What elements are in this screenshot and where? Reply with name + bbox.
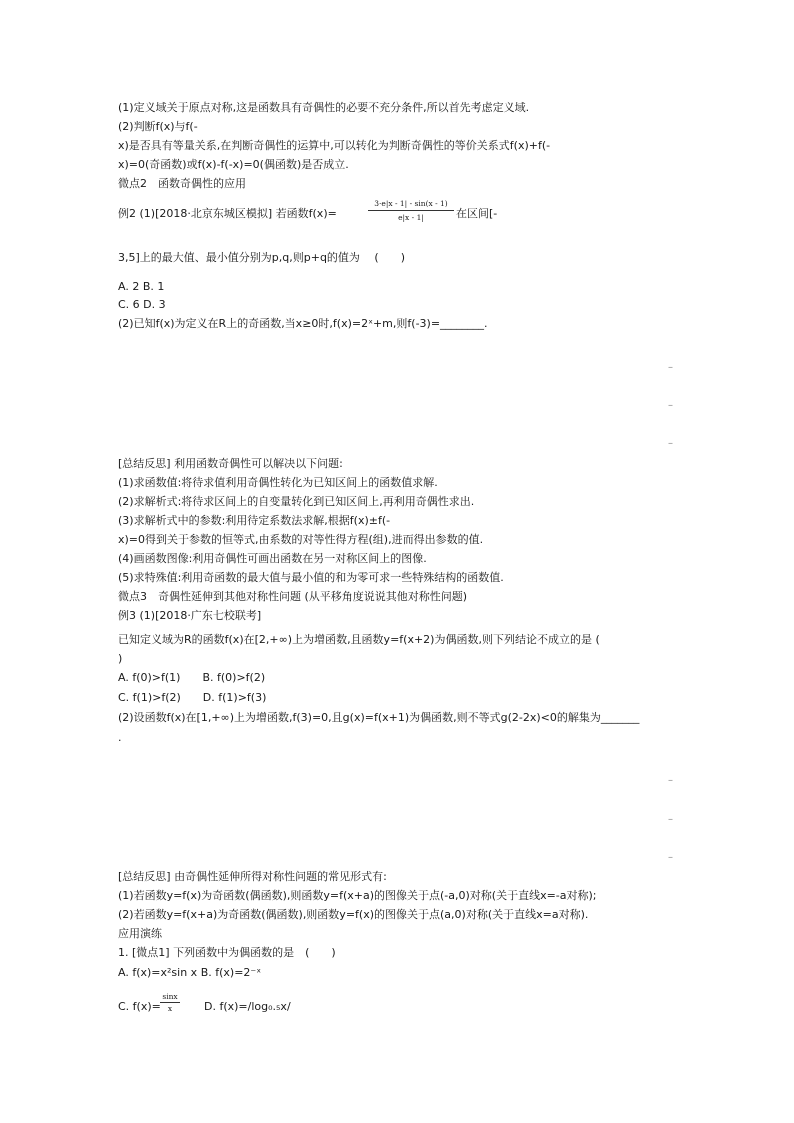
margin-mark: – xyxy=(668,438,673,449)
text-line: (1)求函数值:将待求值利用奇偶性转化为已知区间上的函数值求解. xyxy=(118,476,438,489)
text-line: (3)求解析式中的参数:利用待定系数法求解,根据f(x)±f(- xyxy=(118,514,391,527)
fraction-denominator: x xyxy=(167,1004,173,1013)
option-line: A. f(0)>f(1) B. f(0)>f(2) xyxy=(118,671,266,684)
summary-heading: [总结反思] 利用函数奇偶性可以解决以下问题: xyxy=(118,457,343,470)
question-text: 已知定义域为R的函数f(x)在[2,+∞)上为增函数,且函数y=f(x+2)为偶函数,则下列结论不成立的是 ( xyxy=(118,633,600,646)
margin-mark: – xyxy=(668,362,673,373)
example-heading: 例2 (1)[2018·北京东城区模拟] 若函数f(x)= xyxy=(118,207,337,220)
fraction-numerator: 3·e|x - 1| - sin(x - 1) xyxy=(374,199,448,208)
text-line: . xyxy=(118,731,122,744)
margin-mark: – xyxy=(668,814,673,825)
text-line: x)=0得到关于参数的恒等式,由系数的对等性得方程(组),进而得出参数的值. xyxy=(118,533,484,546)
question-text: (2)设函数f(x)在[1,+∞)上为增函数,f(3)=0,且g(x)=f(x+1)为偶函数,则不等式g(2-2x)<0的解集为_______ xyxy=(118,711,640,724)
summary-heading: [总结反思] 由奇偶性延伸所得对称性问题的常见形式有: xyxy=(118,870,387,883)
option-line: A. f(x)=x²sin x B. f(x)=2⁻ˣ xyxy=(118,966,262,979)
fraction-numerator: sinx xyxy=(162,992,178,1001)
text-line: (5)求特殊值:利用奇函数的最大值与最小值的和为零可求一些特殊结构的函数值. xyxy=(118,571,504,584)
text-line: x)=0(奇函数)或f(x)-f(-x)=0(偶函数)是否成立. xyxy=(118,158,349,171)
text-line: (1)定义域关于原点对称,这是函数具有奇偶性的必要不充分条件,所以首先考虑定义域. xyxy=(118,101,530,114)
question-text: 1. [微点1] 下列函数中为偶函数的是 ( ) xyxy=(118,946,336,959)
option-line: C. f(1)>f(2) D. f(1)>f(3) xyxy=(118,691,267,704)
section-heading: 微点3 奇偶性延伸到其他对称性问题 (从平移角度说说其他对称性问题) xyxy=(118,590,468,603)
question-text: (2)已知f(x)为定义在R上的奇函数,当x≥0时,f(x)=2ˣ+m,则f(-3)=________. xyxy=(118,317,488,330)
margin-mark: – xyxy=(668,852,673,863)
margin-mark: – xyxy=(668,400,673,411)
text-line: (2)若函数y=f(x+a)为奇函数(偶函数),则函数y=f(x)的图像关于点(a,0)对称(关于直线x=a对称). xyxy=(118,908,589,921)
option-line: A. 2 B. 1 xyxy=(118,280,165,293)
text-line: (4)画函数图像:利用奇偶性可画出函数在另一对称区间上的图像. xyxy=(118,552,427,565)
text-line: (2)判断f(x)与f(- xyxy=(118,120,198,133)
text-line: ) xyxy=(118,652,123,665)
text-line: 在区间[- xyxy=(456,207,498,220)
text-line: (2)求解析式:将待求区间上的自变量转化到已知区间上,再利用奇偶性求出. xyxy=(118,495,475,508)
fraction-bar xyxy=(160,1002,180,1003)
question-text: 3,5]上的最大值、最小值分别为p,q,则p+q的值为 ( ) xyxy=(118,251,406,264)
section-heading: 应用演练 xyxy=(118,927,162,940)
section-heading: 微点2 函数奇偶性的应用 xyxy=(118,177,246,190)
text-line: x)是否具有等量关系,在判断奇偶性的运算中,可以转化为判断奇偶性的等价关系式f(x)+f(- xyxy=(118,139,551,152)
fraction-bar xyxy=(368,210,454,211)
option-line: D. f(x)=/log₀.₅x/ xyxy=(204,1000,291,1013)
fraction-denominator: e|x - 1| xyxy=(398,213,424,222)
option-line: C. f(x)= xyxy=(118,1000,161,1013)
margin-mark: – xyxy=(668,775,673,786)
text-line: (1)若函数y=f(x)为奇函数(偶函数),则函数y=f(x+a)的图像关于点(-a,0)对称(关于直线x=-a对称); xyxy=(118,889,597,902)
example-heading: 例3 (1)[2018·广东七校联考] xyxy=(118,609,262,622)
option-line: C. 6 D. 3 xyxy=(118,298,166,311)
